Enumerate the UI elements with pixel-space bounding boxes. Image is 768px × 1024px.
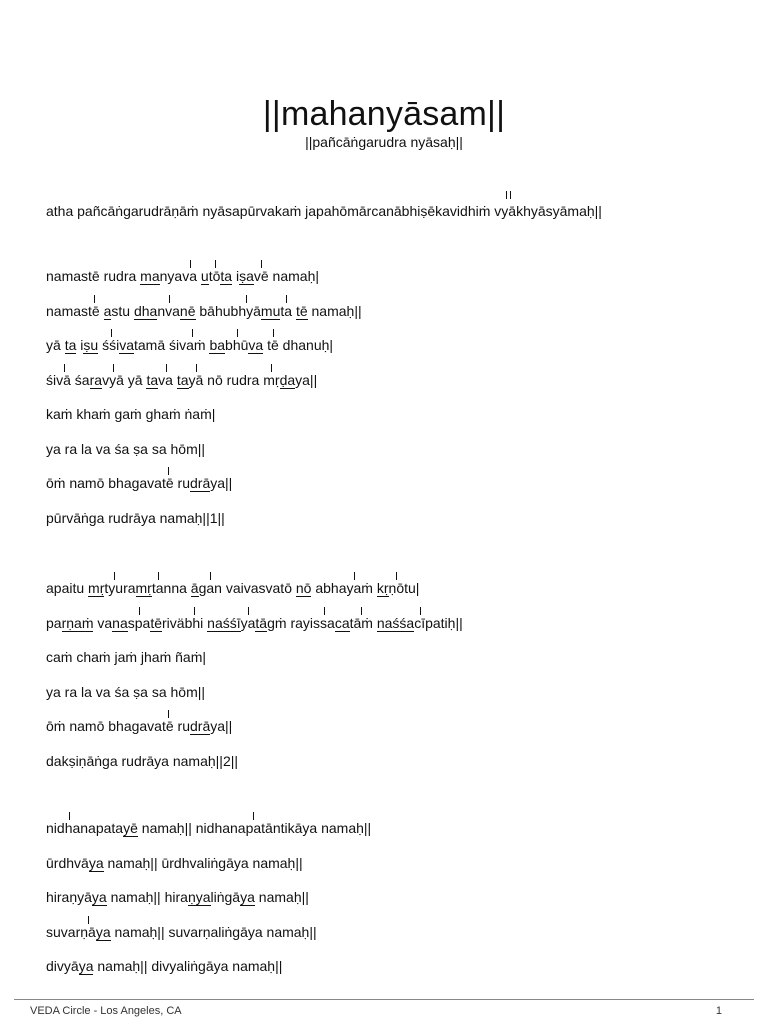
anudatta-mark: va [248, 337, 264, 353]
svarita-mark: dha [56, 820, 81, 836]
page-title: ||mahanyāsam|| [262, 94, 506, 133]
svarita-mark: vē [253, 268, 269, 284]
anudatta-mark: ṇya [187, 889, 211, 905]
anudatta-mark: ya [78, 958, 94, 974]
svarita-mark: yā [188, 371, 204, 388]
anudatta-mark: rṇaṁ [61, 614, 94, 631]
verse-line: ūrdhvāya namaḥ|| ūrdhvaliṅgāya namaḥ|| [46, 854, 303, 871]
svarita-mark: va [182, 268, 197, 284]
anudatta-mark: ca [334, 614, 350, 631]
verse-line: parṇaṁ vanaspatēriväbhi naśśīyatāgṁ rayissacatāṁ naśśacīpatiḥ|| [46, 614, 463, 631]
verse-line: ōṁ namō bhagavatē rudrāya|| [46, 718, 233, 734]
svarita-mark: cī [414, 614, 426, 631]
anudatta-mark: kṛ [376, 580, 389, 596]
footer-divider [14, 999, 754, 1000]
verse-line: suvarṇāya namaḥ|| suvarṇaliṅgāya namaḥ|| [46, 923, 317, 940]
section-dakshinanga [46, 578, 463, 785]
anudatta-mark: ta [220, 268, 233, 284]
anudatta-mark: na [112, 614, 128, 631]
anudatta-mark: tē [295, 302, 308, 319]
svarita-mark: ya [346, 580, 362, 596]
verse-line: namastē rudra manyava utōta iṣavē namaḥ| [46, 268, 320, 284]
anudatta-mark: ṣu [83, 337, 99, 353]
svarita-mark: nva [157, 302, 180, 319]
anudatta-mark: ya [88, 854, 104, 871]
svarita-mark: śśi [102, 337, 120, 353]
verse-line: yā ta iṣu śśivatamā śivaṁ babhūva tē dhanuḥ| [46, 337, 334, 353]
svarita-mark: tyu [104, 580, 124, 596]
anudatta-mark: va [119, 337, 134, 353]
anudatta-mark: ya [95, 923, 111, 940]
page-subtitle: ||pañcāṅgarudra nyāsaḥ|| [305, 134, 463, 150]
svarita-mark: ta [280, 302, 293, 319]
svarita-mark: tō [208, 268, 221, 284]
anudatta-mark: a [103, 302, 112, 319]
svarita-mark: vā [56, 371, 71, 388]
svarita-mark: vaṁ [179, 337, 206, 353]
svarita-mark: tē [161, 475, 174, 491]
section-nidhanapati [46, 818, 371, 991]
anudatta-mark: ta [64, 337, 77, 353]
verse-line: ya ra la va śa ṣa sa hōm|| [46, 440, 206, 457]
svarita-mark: pa [245, 820, 262, 836]
svarita-mark: bhi [184, 614, 204, 631]
anudatta-mark: ṣa [239, 268, 254, 284]
anudatta-mark: mu [260, 302, 281, 319]
anudatta-mark: ba [209, 337, 226, 353]
svarita-mark: ṇō [388, 580, 405, 596]
verse-line: nidhanapatayē namaḥ|| nidhanapatāntikāya namaḥ|| [46, 820, 372, 836]
anudatta-mark: ra [89, 371, 103, 388]
anudatta-mark: ya [240, 889, 255, 905]
svarita-mark: ya [240, 614, 256, 631]
verse-line: pūrvāṅga rudrāya namaḥ||1|| [46, 509, 225, 526]
verse-line: hiraṇyāya namaḥ|| hiraṇyaliṅgāya namaḥ|| [46, 889, 309, 905]
anudatta-mark: naśśa [376, 614, 415, 631]
section-purvanga [46, 266, 362, 542]
verse-line: śivā śaravyā yā tava tayā nō rudra mṛḍaya|| [46, 371, 318, 388]
anudatta-mark: mṛ [88, 580, 105, 596]
anudatta-mark: yē [123, 820, 138, 836]
svarita-mark: gan [198, 580, 222, 596]
anudatta-mark: ta [176, 371, 189, 388]
anudatta-mark: naśśī [207, 614, 241, 631]
verse-line: ya ra la va śa ṣa sa hōm|| [46, 683, 206, 700]
anudatta-mark: mṛ [135, 580, 152, 596]
verse-line: namastē astu dhanvanē bāhubhyāmuta tē namaḥ|| [46, 302, 362, 319]
anudatta-mark: ā [190, 580, 199, 596]
svarita-mark: tāṁ [349, 614, 373, 631]
anudatta-mark: ma [140, 268, 160, 284]
page-number: 1 [715, 1005, 722, 1017]
svarita-mark: ta [151, 580, 164, 596]
verse-line: divyāya namaḥ|| divyaliṅgāya namaḥ|| [46, 958, 283, 974]
verse-line: ōṁ namō bhagavatē rudrāya|| [46, 475, 233, 491]
double-svarita-mark: yā [501, 203, 517, 219]
svarita-mark: spa [127, 614, 151, 631]
verse-line: dakṣiṇāṅga rudrāya namaḥ||2|| [46, 752, 239, 769]
anudatta-mark: nō [295, 580, 312, 596]
anudatta-mark: ya [91, 889, 107, 905]
svarita-mark: mṛ [263, 371, 280, 388]
svarita-mark: tē [161, 718, 174, 734]
svarita-mark: ṇā [80, 923, 96, 940]
anudatta-mark: tē [150, 614, 163, 631]
intro-line: atha pañcāṅgarudrāṇāṁ nyāsapūrvakaṁ japahōmārcanābhiṣēkavidhiṁ vyākhyāsyāmaḥ|| [46, 203, 602, 219]
anudatta-mark: u [200, 268, 209, 284]
verse-line: apaitu mṛtyuramṛtanna āgan vaivasvatō nō abhayaṁ kṛṇōtu| [46, 580, 420, 596]
svarita-mark: bhyā [230, 302, 261, 319]
anudatta-mark: ḍa [279, 371, 296, 388]
svarita-mark: va [158, 371, 173, 388]
footer-organization: VEDA Circle - Los Angeles, CA [30, 1005, 182, 1017]
svarita-mark: tē [267, 337, 279, 353]
anudatta-mark: dha [133, 302, 158, 319]
anudatta-mark: drā [190, 718, 211, 734]
verse-line: kaṁ khaṁ gaṁ ghaṁ ṅaṁ| [46, 406, 216, 422]
svarita-mark: vyā [102, 371, 124, 388]
svarita-mark: tē [88, 302, 100, 319]
anudatta-mark: tā [255, 614, 268, 631]
anudatta-mark: nē [179, 302, 196, 319]
anudatta-mark: ta [146, 371, 159, 388]
verse-line: caṁ chaṁ jaṁ jhaṁ ñaṁ| [46, 649, 207, 665]
anudatta-mark: drā [190, 475, 211, 491]
svarita-mark: bhū [225, 337, 249, 353]
svarita-mark: ssa [313, 614, 335, 631]
